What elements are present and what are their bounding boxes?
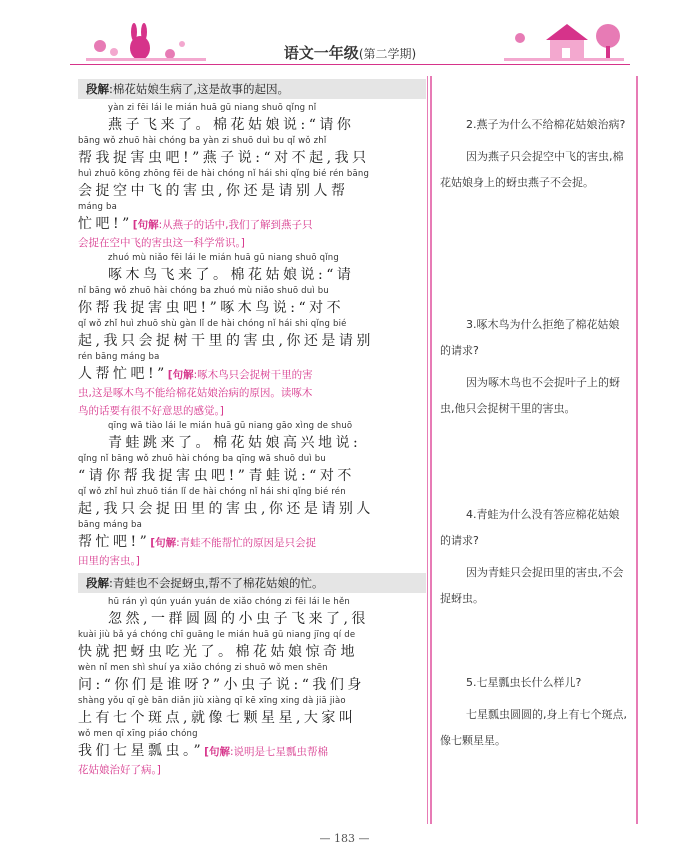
answer-text: 因为燕子只会捉空中飞的害虫,棉花姑娘身上的蚜虫燕子不会捉。 [440, 150, 624, 189]
pinyin-line: yàn zi fēi lái le mián huā gū niang shuō qǐng nǐ [108, 103, 317, 113]
hanzi-text: 人帮忙吧!” [78, 366, 168, 382]
pinyin-line: kuài jiù bǎ yá chóng chī guāng le mián huā gū niang jīng qí de [78, 630, 356, 640]
hanzi-text: 帮忙吧!” [78, 534, 151, 550]
sentence-note [133, 219, 313, 231]
pinyin-line: bāng wǒ zhuō hài chóng ba yàn zi shuō duì bu qǐ wǒ zhǐ [78, 136, 327, 146]
question-block-4 [440, 502, 630, 612]
pinyin-line: qǐ wǒ zhǐ huì zhuō shù gàn lǐ de hài chóng nǐ hái shi qǐng bié [78, 319, 347, 329]
hanzi-line: 燕子飞来了。棉花姑娘说:“请你 [108, 117, 355, 133]
hanzi-line: 问:“你们是谁呀?”小虫子说:“我们身 [78, 677, 365, 693]
paragraph-analysis-band-1 [78, 79, 426, 99]
pinyin-line: bāng máng ba [78, 520, 143, 530]
hanzi-line [78, 214, 426, 234]
hanzi-line: 上有七个斑点,就像七颗星星,大家叫 [78, 710, 357, 726]
column-divider [427, 76, 428, 824]
question-text: 5.七星瓢虫长什么样儿? [466, 676, 582, 689]
note-label: [句解 [132, 219, 159, 231]
pinyin-line: nǐ bāng wǒ zhuō hài chóng ba zhuó mù niǎo shuō duì bu [78, 286, 329, 296]
pinyin-line: wǒ men qī xīng piáo chóng [78, 729, 198, 739]
pinyin-line: huì zhuō kōng zhōng fēi de hài chóng nǐ hái shi qǐng bié rén bāng [78, 169, 370, 179]
hanzi-text: 忙吧!” [78, 216, 133, 232]
passage-column [78, 76, 426, 824]
note-label: [句解 [150, 537, 177, 549]
hanzi-line: 忽然,一群圆圆的小虫子飞来了,很 [108, 611, 369, 627]
paragraph-analysis-band-2 [78, 573, 426, 593]
pinyin-line: wèn nǐ men shì shuí ya xiǎo chóng zi shuō wǒ men shēn [78, 663, 328, 673]
pinyin-line: qǐ wǒ zhǐ huì zhuō tián lǐ de hài chóng nǐ hái shi qǐng bié rén [78, 487, 346, 497]
hanzi-line: 你帮我捉害虫吧!”啄木鸟说:“对不 [78, 300, 345, 316]
hanzi-line: 快就把蚜虫吃光了。棉花姑娘惊奇地 [78, 644, 358, 660]
sentence-note [168, 369, 313, 381]
pinyin-line: hū rán yì qún yuán yuán de xiǎo chóng zi fēi lái le hěn [108, 597, 350, 607]
question-column [430, 76, 638, 824]
hanzi-line: 起,我只会捉树干里的害虫,你还是请别 [78, 333, 374, 349]
sentence-note-cont: 会捉在空中飞的害虫这一科学常识。] [78, 237, 245, 249]
hanzi-text: 我们七星瓢虫。” [78, 743, 205, 759]
question-block-3 [440, 312, 630, 422]
answer-text: 七星瓢虫圆圆的,身上有七个斑点,像七颗星星。 [440, 708, 627, 747]
question-text: 2.燕子为什么不给棉花姑娘治病? [466, 118, 626, 131]
sentence-note-cont: 田里的害虫。] [78, 555, 140, 567]
sentence-note-cont: 花姑娘治好了病。] [78, 764, 161, 776]
answer-text: 因为啄木鸟也不会捉叶子上的蚜虫,他只会捉树干里的害虫。 [440, 376, 620, 415]
analysis-label: 段解 [86, 82, 109, 96]
note-text: :啄木鸟只会捉树干里的害 [193, 369, 313, 381]
hanzi-line: 起,我只会捉田里的害虫,你还是请别人 [78, 501, 374, 517]
question-text: 4.青蛙为什么没有答应棉花姑娘的请求? [440, 508, 620, 547]
hanzi-line: 帮我捉害虫吧!”燕子说:“对不起,我只 [78, 150, 370, 166]
analysis-label: 段解 [86, 576, 109, 590]
pinyin-line: rén bāng máng ba [78, 352, 160, 362]
sentence-note-cont: 鸟的话要有很不好意思的感觉。] [78, 405, 224, 417]
hanzi-line [78, 364, 426, 384]
sentence-note [204, 746, 328, 758]
book-title: 语文一年级 [283, 44, 359, 62]
note-text: :青蛙不能帮忙的原因是只会捉 [176, 537, 317, 549]
pinyin-line: qīng wā tiào lái le mián huā gū niang gāo xìng de shuō [108, 421, 353, 431]
hanzi-line: 青蛙跳来了。棉花姑娘高兴地说: [108, 435, 362, 451]
pinyin-line: zhuó mù niǎo fēi lái le mián huā gū niang shuō qǐng [108, 253, 339, 263]
question-block-5 [440, 670, 630, 754]
hanzi-line: “请你帮我捉害虫吧!”青蛙说:“对不 [78, 468, 355, 484]
page-number: — 183 — [319, 832, 370, 845]
note-text: :说明是七星瓢虫帮棉 [229, 746, 329, 758]
note-label: [句解 [167, 369, 194, 381]
header-rule [70, 64, 630, 65]
pinyin-line: qǐng nǐ bāng wǒ zhuō hài chóng ba qīng wā shuō duì bu [78, 454, 326, 464]
hanzi-line: 会捉空中飞的害虫,你还是请别人帮 [78, 183, 349, 199]
note-label: [句解 [204, 746, 230, 758]
book-subtitle: (第二学期) [358, 47, 417, 61]
sentence-note [150, 537, 316, 549]
pinyin-line: shàng yǒu qī gè bān diǎn jiù xiàng qī kē xīng xing dà jiā jiào [78, 696, 346, 706]
decorative-house-tree-right-icon [490, 18, 630, 64]
hanzi-line [78, 741, 426, 761]
analysis-text: :青蛙也不会捉蚜虫,帮不了棉花姑娘的忙。 [109, 576, 324, 590]
question-block-2 [440, 112, 630, 196]
note-text: :从燕子的话中,我们了解到燕子只 [158, 219, 313, 231]
pinyin-line: máng ba [78, 202, 117, 212]
answer-text: 因为青蛙只会捉田里的害虫,不会捉蚜虫。 [440, 566, 624, 605]
hanzi-line [78, 532, 426, 552]
question-text: 3.啄木鸟为什么拒绝了棉花姑娘的请求? [440, 318, 620, 357]
hanzi-line: 啄木鸟飞来了。棉花姑娘说:“请 [108, 267, 355, 283]
analysis-text: :棉花姑娘生病了,这是故事的起因。 [109, 82, 290, 96]
sentence-note-cont: 虫,这是啄木鸟不能给棉花姑娘治病的原因。读啄木 [78, 387, 313, 399]
page-header [70, 18, 630, 68]
